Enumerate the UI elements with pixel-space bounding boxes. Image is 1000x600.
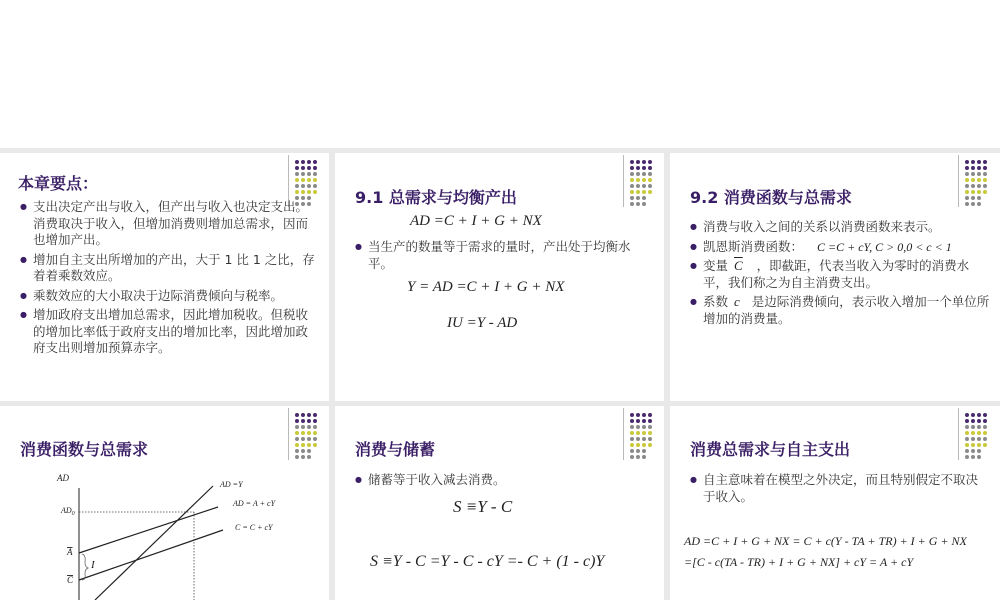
decorative-dot bbox=[648, 166, 652, 170]
bullet-text: 是边际消费倾向，表示收入增加一个单位所增加的消费量。 bbox=[703, 294, 990, 326]
decorative-dot bbox=[295, 419, 299, 423]
decorative-dot bbox=[636, 425, 640, 429]
slide-4[interactable] bbox=[0, 406, 329, 600]
decorative-dot bbox=[295, 160, 299, 164]
decorative-dots bbox=[623, 153, 663, 201]
bullet-item: ● 消费与收入之间的关系以消费函数来表示。 bbox=[690, 219, 990, 236]
decorative-dot bbox=[642, 178, 646, 182]
decorative-dot bbox=[636, 443, 640, 447]
equilibrium-formula: Y = AD =C + I + G + NX bbox=[407, 279, 565, 295]
decorative-dot bbox=[971, 166, 975, 170]
decorative-dot bbox=[295, 166, 299, 170]
decorative-dot bbox=[301, 160, 305, 164]
decorative-dot bbox=[295, 455, 299, 459]
decorative-dot bbox=[636, 437, 640, 441]
decorative-dot bbox=[642, 184, 646, 188]
decorative-dot bbox=[977, 172, 981, 176]
decorative-dot bbox=[295, 425, 299, 429]
keynes-formula: C =C + cY, C > 0,0 < c < 1 bbox=[817, 239, 952, 254]
decorative-dot bbox=[295, 431, 299, 435]
bullet-list bbox=[355, 239, 651, 275]
decorative-dot bbox=[642, 413, 646, 417]
decorative-dot bbox=[301, 449, 305, 453]
decorative-dot bbox=[983, 178, 987, 182]
slide-title: 本章要点： bbox=[18, 174, 99, 193]
decorative-dot bbox=[971, 172, 975, 176]
decorative-dot bbox=[313, 160, 317, 164]
decorative-dot bbox=[648, 419, 652, 423]
decorative-dot bbox=[971, 413, 975, 417]
decorative-dot bbox=[313, 431, 317, 435]
decorative-dot bbox=[313, 419, 317, 423]
decorative-dot bbox=[295, 172, 299, 176]
decorative-dot bbox=[301, 172, 305, 176]
decorative-dot bbox=[971, 184, 975, 188]
decorative-dot bbox=[307, 413, 311, 417]
decorative-dot bbox=[971, 437, 975, 441]
decorative-dot bbox=[642, 196, 646, 200]
decorative-dot bbox=[965, 178, 969, 182]
decorative-dot bbox=[983, 443, 987, 447]
decorative-dot bbox=[301, 431, 305, 435]
decorative-dot bbox=[295, 184, 299, 188]
decorative-dot bbox=[648, 160, 652, 164]
bullet-item: ● 当生产的数量等于需求的量时，产出处于均衡水平。 bbox=[355, 239, 651, 272]
decorative-dot bbox=[301, 419, 305, 423]
decorative-dot bbox=[301, 413, 305, 417]
decorative-dot bbox=[983, 184, 987, 188]
decorative-dot bbox=[295, 178, 299, 182]
decorative-dot bbox=[313, 443, 317, 447]
decorative-dot bbox=[636, 455, 640, 459]
decorative-dot bbox=[642, 166, 646, 170]
bullet-item: ● 乘数效应的大小取决于边际消费倾向与税率。 bbox=[20, 288, 316, 305]
slide-title: 9.2 消费函数与总需求 bbox=[690, 188, 852, 207]
aggregate-demand-formula: AD =C + I + G + NX bbox=[410, 213, 542, 229]
decorative-dot bbox=[977, 178, 981, 182]
decorative-dot bbox=[977, 443, 981, 447]
decorative-dot bbox=[307, 419, 311, 423]
decorative-dot bbox=[301, 184, 305, 188]
decorative-dot bbox=[636, 419, 640, 423]
decorative-dot bbox=[301, 437, 305, 441]
decorative-dot bbox=[983, 431, 987, 435]
decorative-dot bbox=[636, 160, 640, 164]
decorative-dot bbox=[642, 172, 646, 176]
decorative-dot bbox=[307, 431, 311, 435]
decorative-dot bbox=[642, 190, 646, 194]
decorative-dot bbox=[971, 196, 975, 200]
decorative-dot bbox=[648, 413, 652, 417]
bullet-list bbox=[690, 472, 990, 508]
decorative-dot bbox=[965, 160, 969, 164]
decorative-dot bbox=[307, 437, 311, 441]
slide-title: 9.1 总需求与均衡产出 bbox=[355, 188, 517, 207]
decorative-dot bbox=[307, 455, 311, 459]
decorative-dot bbox=[977, 202, 981, 206]
line-aggregate-demand bbox=[79, 507, 218, 553]
decorative-dot bbox=[630, 419, 634, 423]
decorative-dot bbox=[630, 184, 634, 188]
decorative-dot bbox=[636, 190, 640, 194]
slide-3[interactable] bbox=[670, 153, 1000, 401]
decorative-dot bbox=[965, 425, 969, 429]
decorative-dot bbox=[642, 419, 646, 423]
decorative-dot bbox=[648, 431, 652, 435]
decorative-dot bbox=[648, 437, 652, 441]
bullet-item: ● 增加自主支出所增加的产出，大于 1 比 1 之比，存着着乘数效应。 bbox=[20, 252, 316, 285]
slide-6[interactable] bbox=[670, 406, 1000, 600]
decorative-dot bbox=[301, 455, 305, 459]
decorative-dot bbox=[313, 166, 317, 170]
decorative-dot bbox=[307, 425, 311, 429]
bullet-list bbox=[690, 219, 990, 330]
decorative-dot bbox=[977, 455, 981, 459]
decorative-dot bbox=[630, 413, 634, 417]
decorative-dot bbox=[313, 172, 317, 176]
decorative-dot bbox=[301, 443, 305, 447]
decorative-dot bbox=[313, 413, 317, 417]
saving-identity: S ≡Y - C bbox=[453, 497, 513, 516]
decorative-dot bbox=[983, 190, 987, 194]
bullet-item: ● 支出决定产出与收入，但产出与收入也决定支出。消费取决于收入，但增加消费则增加总需求，因而也增加产出。 bbox=[20, 199, 316, 249]
decorative-dot bbox=[971, 202, 975, 206]
decorative-dot bbox=[301, 190, 305, 194]
decorative-dot bbox=[636, 166, 640, 170]
decorative-dot bbox=[295, 413, 299, 417]
decorative-dot bbox=[642, 455, 646, 459]
decorative-dots bbox=[623, 406, 663, 454]
decorative-dot bbox=[983, 166, 987, 170]
decorative-dot bbox=[295, 437, 299, 441]
bullet-item: ● 自主意味着在模型之外决定，而且特别假定不取决于收入。 bbox=[690, 472, 990, 505]
decorative-dot bbox=[977, 184, 981, 188]
mpc-symbol: c bbox=[734, 294, 740, 309]
decorative-dot bbox=[307, 178, 311, 182]
decorative-dot bbox=[977, 425, 981, 429]
decorative-dot bbox=[965, 449, 969, 453]
decorative-dot bbox=[965, 419, 969, 423]
decorative-dot bbox=[965, 190, 969, 194]
decorative-dots bbox=[958, 153, 998, 201]
decorative-dot bbox=[636, 172, 640, 176]
decorative-dot bbox=[630, 178, 634, 182]
decorative-dot bbox=[971, 431, 975, 435]
decorative-dot bbox=[630, 190, 634, 194]
decorative-dots bbox=[288, 406, 328, 454]
decorative-dot bbox=[636, 196, 640, 200]
bullet-list bbox=[20, 199, 316, 360]
bullet-text: ，即截距，代表当收入为零时的消费水平，我们称之为自主消费支出。 bbox=[703, 258, 970, 290]
decorative-dot bbox=[648, 172, 652, 176]
bullet-text: 凯恩斯消费函数： bbox=[703, 238, 804, 254]
decorative-dot bbox=[983, 419, 987, 423]
decorative-dot bbox=[971, 443, 975, 447]
decorative-dot bbox=[971, 449, 975, 453]
bullet-item bbox=[690, 258, 990, 291]
decorative-dot bbox=[971, 178, 975, 182]
decorative-dot bbox=[307, 190, 311, 194]
decorative-dot bbox=[636, 449, 640, 453]
line-45-label: AD =Y bbox=[220, 480, 243, 489]
decorative-dots bbox=[288, 153, 328, 201]
a-bar-label: A bbox=[67, 547, 73, 557]
decorative-dot bbox=[648, 178, 652, 182]
bullet-list bbox=[355, 472, 651, 492]
decorative-dot bbox=[630, 172, 634, 176]
decorative-dot bbox=[977, 437, 981, 441]
decorative-dots bbox=[958, 406, 998, 454]
ad0-label: $AD_0$ bbox=[61, 506, 75, 517]
bullet-item: ● 储蓄等于收入减去消费。 bbox=[355, 472, 651, 489]
slide-1[interactable] bbox=[0, 153, 329, 401]
decorative-dot bbox=[971, 160, 975, 164]
investment-brace bbox=[82, 554, 88, 580]
decorative-dot bbox=[965, 443, 969, 447]
decorative-dot bbox=[630, 202, 634, 206]
decorative-dot bbox=[295, 190, 299, 194]
bullet-item bbox=[690, 239, 990, 256]
decorative-dot bbox=[630, 431, 634, 435]
autonomous-consumption-symbol: $\overline{C}$ bbox=[734, 258, 743, 273]
decorative-dot bbox=[977, 419, 981, 423]
decorative-dot bbox=[648, 425, 652, 429]
decorative-dot bbox=[630, 455, 634, 459]
decorative-dot bbox=[630, 437, 634, 441]
decorative-dot bbox=[642, 437, 646, 441]
decorative-dot bbox=[965, 455, 969, 459]
decorative-dot bbox=[977, 166, 981, 170]
investment-label: I bbox=[91, 559, 95, 571]
decorative-dot bbox=[965, 166, 969, 170]
decorative-dot bbox=[313, 190, 317, 194]
decorative-dot bbox=[307, 449, 311, 453]
decorative-dot bbox=[965, 184, 969, 188]
consumption-ad-graph bbox=[0, 470, 300, 600]
decorative-dot bbox=[301, 166, 305, 170]
decorative-dot bbox=[983, 425, 987, 429]
decorative-dot bbox=[971, 419, 975, 423]
decorative-dot bbox=[295, 449, 299, 453]
decorative-dot bbox=[971, 190, 975, 194]
decorative-dot bbox=[313, 184, 317, 188]
bullet-item bbox=[690, 294, 990, 327]
decorative-dot bbox=[307, 443, 311, 447]
decorative-dot bbox=[965, 437, 969, 441]
decorative-dot bbox=[983, 437, 987, 441]
decorative-dot bbox=[630, 166, 634, 170]
decorative-dot bbox=[636, 413, 640, 417]
decorative-dot bbox=[977, 449, 981, 453]
decorative-dot bbox=[642, 160, 646, 164]
ad-autonomous-formula: =[C - c(TA - TR) + I + G + NX] + cY = A + cY bbox=[684, 555, 914, 569]
decorative-dot bbox=[965, 413, 969, 417]
decorative-dot bbox=[971, 455, 975, 459]
decorative-dot bbox=[636, 431, 640, 435]
bullet-text: 变量 bbox=[703, 258, 729, 273]
decorative-dot bbox=[648, 190, 652, 194]
line-45-degree bbox=[95, 486, 213, 600]
decorative-dot bbox=[971, 425, 975, 429]
decorative-dot bbox=[642, 449, 646, 453]
decorative-dot bbox=[965, 196, 969, 200]
decorative-dot bbox=[295, 443, 299, 447]
decorative-dot bbox=[983, 413, 987, 417]
decorative-dot bbox=[648, 184, 652, 188]
decorative-dot bbox=[313, 425, 317, 429]
line-consumption bbox=[79, 530, 223, 580]
slide-5[interactable] bbox=[335, 406, 664, 600]
decorative-dot bbox=[630, 425, 634, 429]
decorative-dot bbox=[307, 166, 311, 170]
decorative-dot bbox=[301, 425, 305, 429]
decorative-dot bbox=[965, 172, 969, 176]
decorative-dot bbox=[977, 190, 981, 194]
slide-2[interactable] bbox=[335, 153, 664, 401]
decorative-dot bbox=[636, 184, 640, 188]
decorative-dot bbox=[977, 196, 981, 200]
slide-title: 消费函数与总需求 bbox=[20, 440, 149, 459]
decorative-dot bbox=[648, 443, 652, 447]
slide-title: 消费总需求与自主支出 bbox=[690, 440, 851, 459]
decorative-dot bbox=[983, 172, 987, 176]
decorative-dot bbox=[977, 431, 981, 435]
c-bar-label: C bbox=[67, 575, 74, 585]
decorative-dot bbox=[313, 437, 317, 441]
slide-title: 消费与储蓄 bbox=[355, 440, 436, 459]
saving-function: S ≡Y - C =Y - C - cY =- C + (1 - c)Y bbox=[370, 553, 605, 570]
decorative-dot bbox=[307, 160, 311, 164]
decorative-dot bbox=[642, 431, 646, 435]
decorative-dot bbox=[636, 202, 640, 206]
decorative-dot bbox=[630, 449, 634, 453]
decorative-dot bbox=[965, 202, 969, 206]
decorative-dot bbox=[642, 202, 646, 206]
decorative-dot bbox=[965, 431, 969, 435]
decorative-dot bbox=[983, 160, 987, 164]
ad-expansion-formula: AD =C + I + G + NX = C + c(Y - TA + TR) + I + G + NX bbox=[684, 534, 967, 548]
line-c-label: C = C + cY bbox=[235, 523, 273, 532]
decorative-dot bbox=[301, 178, 305, 182]
decorative-dot bbox=[977, 413, 981, 417]
decorative-dot bbox=[636, 178, 640, 182]
line-ad-label: AD = A + cY bbox=[233, 499, 276, 508]
decorative-dot bbox=[630, 160, 634, 164]
bullet-item: ● 增加政府支出增加总需求，因此增加税收。但税收的增加比率低于政府支出的增加比率，因此增加政府支出则增加预算赤字。 bbox=[20, 307, 316, 357]
inventory-formula: IU =Y - AD bbox=[447, 315, 518, 331]
decorative-dot bbox=[307, 172, 311, 176]
decorative-dot bbox=[313, 178, 317, 182]
decorative-dot bbox=[642, 443, 646, 447]
decorative-dot bbox=[630, 196, 634, 200]
decorative-dot bbox=[630, 443, 634, 447]
bullet-text: 系数 bbox=[703, 294, 729, 309]
decorative-dot bbox=[642, 425, 646, 429]
y-axis-label: AD bbox=[57, 473, 69, 483]
decorative-dot bbox=[977, 160, 981, 164]
decorative-dot bbox=[307, 184, 311, 188]
